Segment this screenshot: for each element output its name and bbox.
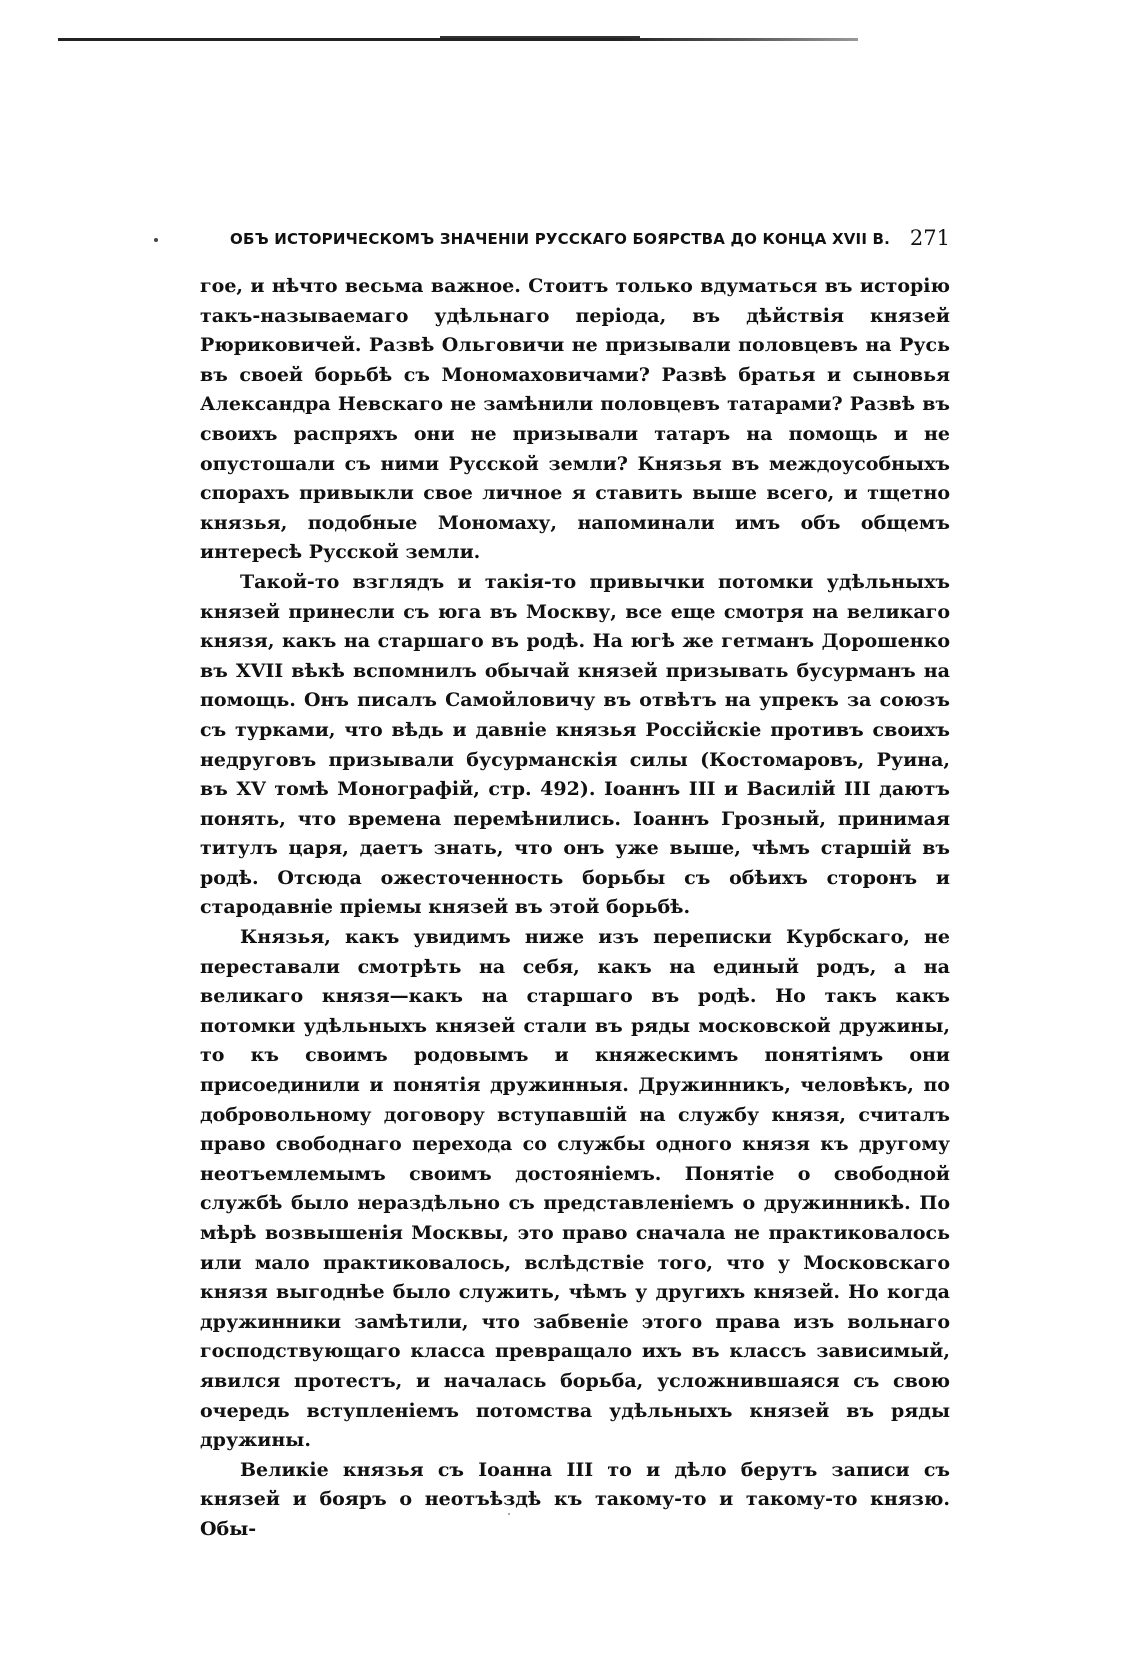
top-edge-rule-overlay xyxy=(440,36,640,38)
body-text xyxy=(200,272,950,1545)
paragraph-3: Князья, какъ увидимъ ниже изъ переписки Курбскаго, не переставали смотрѣть на себя, какъ на единый родъ, а на великаго князя—какъ на старшаго въ родѣ. Но такъ какъ потомки удѣльныхъ князей стали въ ряды московской дружины, то къ своимъ родовымъ и княжескимъ понятіямъ они присоединили и понятія дружинныя. Дружинникъ, человѣкъ, по добровольному договору вступавшій на службу князя, считалъ право свободнаго перехода со службы одного князя къ другому неотъемлемымъ своимъ достояніемъ. Понятіе о свободной службѣ было нераздѣльно съ представленіемъ о дружинникѣ. По мѣрѣ возвышенія Москвы, это право сначала не практиковалось или мало практиковалось, вслѣдствіе того, что у Московскаго князя выгоднѣе было служить, чѣмъ у другихъ князей. Но когда дружинники замѣтили, что забвеніе этого права изъ вольнаго господствующаго класса превращало ихъ въ классъ зависимый, явился протестъ, и началась борьба, усложнившаяся съ свою очередь вступленіемъ потомства удѣльныхъ князей въ ряды дружины. xyxy=(200,926,950,1452)
book-page xyxy=(200,226,950,1545)
scan-speck xyxy=(508,1513,510,1515)
page-number: 271 xyxy=(909,226,950,250)
margin-dot xyxy=(154,238,158,242)
paragraph-4: Великіе князья съ Іоанна III то и дѣло берутъ записи съ князей и бояръ о неотъѣздѣ къ такому-то и такому-то князю. Обы- xyxy=(200,1458,950,1540)
paragraph-1: гое, и нѣчто весьма важное. Стоитъ только вдуматься въ исторію такъ-называемаго удѣльнаго періода, въ дѣйствія князей Рюриковичей. Развѣ Ольговичи не призывали половцевъ на Русь въ своей борьбѣ съ Мономаховичами? Развѣ братья и сыновья Александра Невскаго не замѣнили половцевъ татарами? Развѣ въ своихъ распряхъ они не призывали татаръ на помощь и не опустошали съ ними Русской земли? Князья въ междоусобныхъ спорахъ привыкли свое личное я ставить выше всего, и тщетно князья, подобные Мономаху, напоминали имъ объ общемъ интересѣ Русской земли. xyxy=(200,275,950,564)
running-head-title: ОБЪ ИСТОРИЧЕСКОМЪ ЗНАЧЕНІИ РУССКАГО БОЯРСТВА ДО КОНЦА XVII В. xyxy=(230,230,891,248)
running-head xyxy=(200,226,950,258)
paragraph-2: Такой-то взглядъ и такія-то привычки потомки удѣльныхъ князей принесли съ юга въ Москву, все еще смотря на великаго князя, какъ на старшаго въ родѣ. На югѣ же гетманъ Дорошенко въ XVII вѣкѣ вспомнилъ обычай князей призывать бусурманъ на помощь. Онъ писалъ Самойловичу въ отвѣтъ на упрекъ за союзъ съ турками, что вѣдь и давніе князья Россійскіе противъ своихъ недруговъ призывали бусурманскія силы (Костомаровъ, Руина, въ XV томѣ Монографій, стр. 492). Іоаннъ III и Василій III даютъ понять, что времена перемѣнились. Іоаннъ Грозный, принимая титулъ царя, даетъ знать, что онъ уже выше, чѣмъ старшій въ родѣ. Отсюда ожесточенность борьбы съ обѣихъ сторонъ и стародавніе пріемы князей въ этой борьбѣ. xyxy=(200,570,950,919)
top-edge-rule xyxy=(58,38,858,41)
